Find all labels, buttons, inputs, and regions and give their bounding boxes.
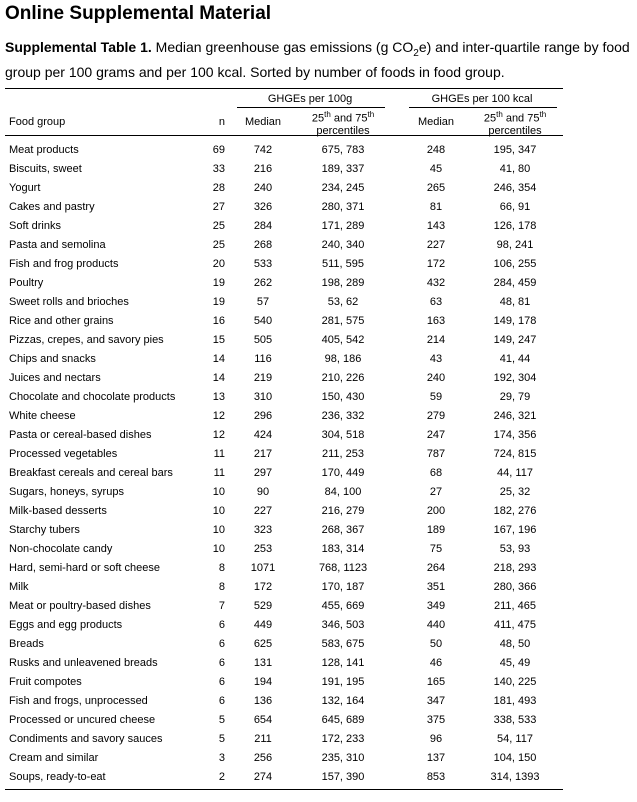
median-100g-cell: 211 [254,733,272,745]
percentiles-100g-cell: 675, 783 [321,144,365,156]
food-group-cell: Sugars, honeys, syrups [9,486,124,498]
n-cell: 10 [212,505,225,517]
table-bottom-rule [5,789,563,790]
median-100kcal-cell: 63 [429,296,443,308]
percentiles-100kcal-cell: 149, 247 [493,334,537,346]
median-100g-cell: 262 [253,277,273,289]
median-100kcal-cell: 163 [426,315,446,327]
percentiles-100g-cell: 171, 289 [321,220,365,232]
n-cell: 10 [212,486,225,498]
n-cell: 33 [212,163,225,175]
median-100g-cell: 219 [253,372,273,384]
percentiles-100kcal-cell: 182, 276 [493,505,537,517]
median-100g-cell: 284 [253,220,273,232]
median-100g-cell: 57 [256,296,270,308]
percentiles-100g-cell: 198, 289 [321,277,365,289]
header-median-100kcal: Median [417,116,455,128]
median-100kcal-cell: 349 [426,600,446,612]
table-top-rule [5,88,563,89]
median-100kcal-cell: 432 [426,277,446,289]
percentiles-100kcal-cell: 192, 304 [493,372,537,384]
median-100kcal-cell: 165 [426,676,446,688]
n-cell: 11 [213,467,225,479]
median-100kcal-cell: 248 [426,144,446,156]
percentiles-100g-cell: 170, 187 [321,581,365,593]
table-row [5,502,563,521]
n-cell: 25 [212,220,225,232]
n-cell: 14 [212,353,225,365]
group-header-100g: GHGEs per 100g [267,93,353,105]
food-group-cell: Fish and frogs, unprocessed [9,695,148,707]
table-row [5,160,563,179]
table-row [5,597,563,616]
food-group-cell: Condiments and savory sauces [9,733,163,745]
table-row [5,578,563,597]
percentiles-100g-cell: 170, 449 [321,467,365,479]
percentiles-100g-cell: 84, 100 [324,486,362,498]
median-100g-cell: 216 [253,163,273,175]
food-group-cell: Biscuits, sweet [9,163,82,175]
percentiles-100g-cell: 150, 430 [321,391,365,403]
n-cell: 14 [212,372,225,384]
percentiles-100kcal-cell: 44, 117 [497,467,533,479]
percentiles-100g-cell: 280, 371 [321,201,365,213]
n-cell: 10 [212,524,225,536]
page-title: Online Supplemental Material [5,3,272,24]
median-100g-cell: 90 [256,486,270,498]
food-group-cell: Chocolate and chocolate products [9,391,176,403]
caption-text-a: Median greenhouse gas emissions (g CO [151,39,414,55]
table-row [5,445,563,464]
median-100kcal-cell: 247 [426,429,446,441]
food-group-cell: Juices and nectars [9,372,101,384]
percentiles-100g-cell: 346, 503 [321,619,365,631]
n-cell: 19 [212,296,225,308]
n-cell: 13 [212,391,225,403]
percentiles-100g-cell: 191, 195 [321,676,365,688]
median-100g-cell: 505 [253,334,273,346]
n-cell: 2 [218,771,225,783]
n-cell: 6 [218,619,225,631]
group-rule-100g [237,107,385,108]
group-rule-100kcal [409,107,557,108]
median-100kcal-cell: 227 [426,239,446,251]
median-100g-cell: 625 [253,638,273,650]
food-group-cell: White cheese [9,410,76,422]
food-group-cell: Pasta or cereal-based dishes [9,429,152,441]
table-row [5,388,563,407]
pct-sup: th [539,110,547,119]
percentiles-100g-cell: 645, 689 [321,714,365,726]
table-caption [5,38,630,82]
food-group-cell: Fruit compotes [9,676,82,688]
food-group-cell: Eggs and egg products [9,619,123,631]
median-100kcal-cell: 96 [429,733,443,745]
table-row [5,293,563,312]
food-group-cell: Pizzas, crepes, and savory pies [9,334,164,346]
pct-mid: and 75 [330,112,368,125]
median-100g-cell: 449 [253,619,273,631]
percentiles-100kcal-cell: 41, 44 [499,353,531,365]
table-row [5,217,563,236]
percentiles-100kcal-cell: 48, 50 [499,638,531,650]
median-100kcal-cell: 68 [429,467,443,479]
percentiles-100g-cell: 240, 340 [321,239,365,251]
n-cell: 12 [212,410,225,422]
median-100g-cell: 131 [253,657,273,669]
median-100g-cell: 529 [253,600,273,612]
median-100kcal-cell: 279 [426,410,446,422]
caption-label: Supplemental Table 1. [5,39,152,55]
table-row [5,768,563,787]
percentiles-100g-cell: 157, 390 [321,771,365,783]
percentiles-100g-cell: 172, 233 [321,733,365,745]
table-row [5,749,563,768]
percentiles-100kcal-cell: 211, 465 [493,600,536,612]
pct-sup: th [324,110,331,119]
percentiles-100g-cell: 53, 62 [327,296,359,308]
median-100kcal-cell: 189 [426,524,446,536]
median-100kcal-cell: 172 [426,258,446,270]
percentiles-100kcal-cell: 140, 225 [493,676,537,688]
percentiles-100kcal-cell: 104, 150 [493,752,537,764]
percentiles-100g-cell: 234, 245 [321,182,365,194]
header-median-100g: Median [244,116,282,128]
table-row [5,274,563,293]
percentiles-100g-cell: 268, 367 [321,524,365,536]
median-100kcal-cell: 200 [426,505,446,517]
header-n: n [218,116,225,128]
percentiles-100kcal-cell: 246, 354 [493,182,537,194]
percentiles-100kcal-cell: 284, 459 [493,277,537,289]
pct-mid: and 75 [502,112,540,125]
median-100kcal-cell: 787 [426,448,446,460]
percentiles-100kcal-cell: 41, 80 [499,163,531,175]
table-row [5,331,563,350]
median-100g-cell: 253 [253,543,273,555]
median-100g-cell: 310 [253,391,273,403]
table-row [5,464,563,483]
median-100kcal-cell: 347 [426,695,446,707]
percentiles-100kcal-cell: 195, 347 [493,144,537,156]
percentiles-100g-cell: 216, 279 [321,505,365,517]
n-cell: 69 [212,144,225,156]
food-group-cell: Breakfast cereals and cereal bars [9,467,173,479]
table-row [5,407,563,426]
food-group-cell: Poultry [9,277,44,289]
median-100g-cell: 194 [253,676,273,688]
median-100g-cell: 654 [253,714,273,726]
caption-subscript: 2 [413,47,419,59]
median-100kcal-cell: 46 [429,657,443,669]
median-100kcal-cell: 265 [426,182,446,194]
food-group-cell: Cakes and pastry [9,201,95,213]
food-group-cell: Milk-based desserts [9,505,107,517]
food-group-cell: Meat products [9,144,79,156]
table-row [5,521,563,540]
percentiles-100g-cell: 210, 226 [321,372,365,384]
food-group-cell: Non-chocolate candy [9,543,113,555]
percentiles-100g-cell: 768, 1123 [318,562,368,574]
n-cell: 5 [218,733,225,745]
food-group-cell: Soups, ready-to-eat [9,771,106,783]
median-100g-cell: 296 [253,410,273,422]
median-100g-cell: 274 [253,771,273,783]
n-cell: 25 [212,239,225,251]
percentiles-100kcal-cell: 106, 255 [493,258,537,270]
n-cell: 10 [212,543,225,555]
food-group-cell: Rice and other grains [9,315,114,327]
median-100kcal-cell: 50 [429,638,443,650]
percentiles-100g-cell: 455, 669 [321,600,365,612]
food-group-cell: Milk [9,581,29,593]
median-100kcal-cell: 143 [426,220,446,232]
n-cell: 27 [212,201,225,213]
percentiles-100g-cell: 281, 575 [321,315,365,327]
header-bottom-rule [5,135,563,136]
pct-a: 25 [311,112,325,125]
food-group-cell: Breads [9,638,44,650]
table-row [5,673,563,692]
group-header-100kcal: GHGEs per 100 kcal [431,93,533,105]
food-group-cell: Hard, semi-hard or soft cheese [9,562,161,574]
median-100kcal-cell: 240 [426,372,446,384]
n-cell: 15 [212,334,225,346]
food-group-cell: Starchy tubers [9,524,80,536]
percentiles-100kcal-cell: 53, 93 [499,543,531,555]
percentiles-100kcal-cell: 25, 32 [499,486,531,498]
pct-sup: th [496,110,503,119]
percentiles-100g-cell: 235, 310 [321,752,365,764]
header-food-group: Food group [9,116,66,128]
percentiles-100kcal-cell: 218, 293 [493,562,537,574]
percentiles-100kcal-cell: 246, 321 [493,410,537,422]
percentiles-100g-cell: 211, 253 [321,448,364,460]
n-cell: 3 [218,752,225,764]
header-percentiles-100kcal [475,109,555,137]
median-100kcal-cell: 264 [426,562,446,574]
percentiles-100kcal-cell: 48, 81 [499,296,531,308]
food-group-cell: Meat or poultry-based dishes [9,600,151,612]
pct-a: 25 [483,112,497,125]
median-100kcal-cell: 214 [426,334,446,346]
percentiles-100g-cell: 583, 675 [321,638,365,650]
pct-line2: percentiles [488,124,542,137]
percentiles-100kcal-cell: 338, 533 [493,714,537,726]
median-100g-cell: 172 [253,581,273,593]
median-100kcal-cell: 81 [429,201,443,213]
table-row [5,179,563,198]
median-100g-cell: 540 [253,315,273,327]
median-100g-cell: 323 [253,524,273,536]
median-100g-cell: 268 [253,239,273,251]
percentiles-100kcal-cell: 66, 91 [499,201,531,213]
percentiles-100kcal-cell: 280, 366 [493,581,537,593]
percentiles-100kcal-cell: 181, 493 [493,695,537,707]
percentiles-100kcal-cell: 126, 178 [493,220,537,232]
pct-sup: th [367,110,375,119]
median-100kcal-cell: 45 [429,163,443,175]
percentiles-100g-cell: 132, 164 [321,695,365,707]
median-100g-cell: 217 [253,448,273,460]
n-cell: 28 [212,182,225,194]
percentiles-100g-cell: 189, 337 [321,163,365,175]
median-100kcal-cell: 440 [426,619,446,631]
food-group-cell: Soft drinks [9,220,61,232]
percentiles-100g-cell: 128, 141 [321,657,365,669]
table-row [5,711,563,730]
n-cell: 16 [212,315,225,327]
median-100g-cell: 742 [253,144,273,156]
percentiles-100kcal-cell: 314, 1393 [490,771,540,783]
median-100g-cell: 227 [253,505,273,517]
food-group-cell: Processed or uncured cheese [9,714,156,726]
percentiles-100kcal-cell: 149, 178 [493,315,537,327]
table-row [5,483,563,502]
table-row [5,236,563,255]
n-cell: 6 [218,657,225,669]
median-100g-cell: 326 [253,201,273,213]
header-percentiles-100g [303,109,383,137]
median-100g-cell: 424 [253,429,273,441]
median-100kcal-cell: 59 [429,391,443,403]
table-row [5,692,563,711]
percentiles-100kcal-cell: 98, 241 [496,239,534,251]
n-cell: 12 [212,429,225,441]
median-100g-cell: 116 [254,353,272,365]
table-row [5,730,563,749]
food-group-cell: Yogurt [9,182,41,194]
n-cell: 20 [212,258,225,270]
table-row [5,559,563,578]
table-row [5,312,563,331]
median-100kcal-cell: 351 [426,581,446,593]
table-row [5,654,563,673]
food-group-cell: Fish and frog products [9,258,119,270]
n-cell: 6 [218,638,225,650]
food-group-cell: Cream and similar [9,752,99,764]
percentiles-100kcal-cell: 167, 196 [493,524,537,536]
percentiles-100g-cell: 236, 332 [321,410,365,422]
median-100kcal-cell: 375 [426,714,446,726]
food-group-cell: Pasta and semolina [9,239,106,251]
median-100g-cell: 136 [253,695,273,707]
n-cell: 6 [218,695,225,707]
percentiles-100g-cell: 183, 314 [321,543,365,555]
percentiles-100kcal-cell: 724, 815 [493,448,537,460]
n-cell: 19 [212,277,225,289]
median-100kcal-cell: 75 [429,543,443,555]
median-100kcal-cell: 43 [429,353,443,365]
percentiles-100kcal-cell: 45, 49 [499,657,531,669]
table-row [5,635,563,654]
food-group-cell: Processed vegetables [9,448,118,460]
n-cell: 8 [218,562,225,574]
percentiles-100kcal-cell: 411, 475 [493,619,536,631]
n-cell: 5 [218,714,225,726]
n-cell: 7 [218,600,225,612]
table-row [5,540,563,559]
caption-text-b: e) and inter-quartile range by food group per 100 grams and per 100 kcal. Sorted by number of foods in food group. [5,39,630,80]
food-group-cell: Chips and snacks [9,353,96,365]
percentiles-100kcal-cell: 54, 117 [497,733,533,745]
table-row [5,616,563,635]
median-100kcal-cell: 27 [429,486,443,498]
table-row [5,255,563,274]
median-100g-cell: 256 [253,752,273,764]
n-cell: 8 [218,581,225,593]
table-row [5,198,563,217]
table-row [5,369,563,388]
table-row [5,350,563,369]
percentiles-100kcal-cell: 29, 79 [499,391,531,403]
percentiles-100g-cell: 304, 518 [321,429,365,441]
percentiles-100g-cell: 98, 186 [324,353,362,365]
median-100g-cell: 240 [253,182,273,194]
pct-line2: percentiles [316,124,370,137]
median-100g-cell: 533 [253,258,273,270]
n-cell: 6 [218,676,225,688]
median-100kcal-cell: 853 [426,771,446,783]
food-group-cell: Rusks and unleavened breads [9,657,158,669]
n-cell: 11 [213,448,225,460]
median-100g-cell: 297 [253,467,273,479]
percentiles-100g-cell: 511, 595 [321,258,364,270]
table-row [5,141,563,160]
table-row [5,426,563,445]
median-100kcal-cell: 137 [426,752,446,764]
median-100g-cell: 1071 [250,562,276,574]
percentiles-100kcal-cell: 174, 356 [493,429,537,441]
percentiles-100g-cell: 405, 542 [321,334,365,346]
food-group-cell: Sweet rolls and brioches [9,296,129,308]
